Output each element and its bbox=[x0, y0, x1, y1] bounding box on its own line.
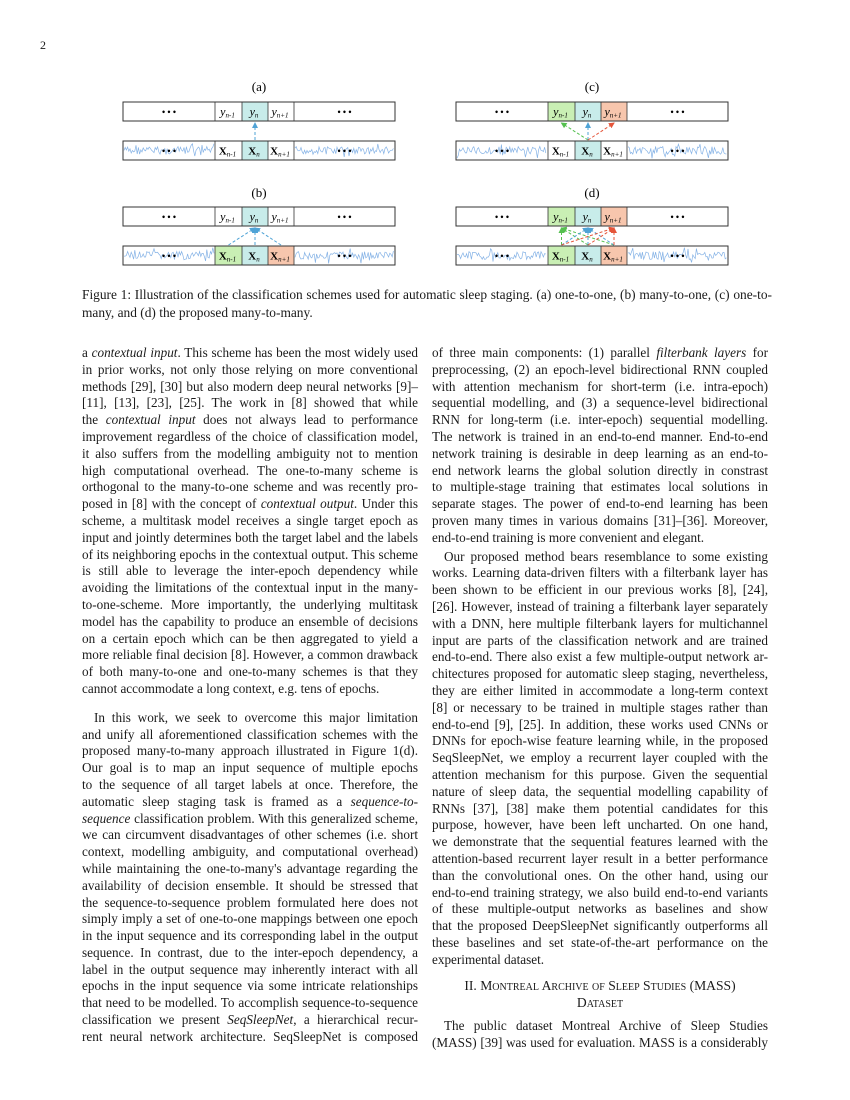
epoch-symbol bbox=[603, 146, 623, 159]
symbol: X bbox=[581, 145, 590, 158]
text-line: RNN for long-term (i.e. inter-epoch) sequential modelling. bbox=[432, 412, 768, 428]
text-line: works. Learning data-driven filters with a filterbank layer has bbox=[432, 565, 768, 581]
subscript: n+1 bbox=[609, 216, 622, 225]
symbol: X bbox=[603, 250, 612, 263]
subscript: n bbox=[587, 111, 592, 120]
text-line: with a DNN, here multiple filterbank layers for multichannel bbox=[432, 615, 768, 631]
signal-row bbox=[123, 141, 395, 160]
text-line: we demonstrate that the sequential features learned with the bbox=[432, 834, 768, 850]
symbol: X bbox=[248, 145, 257, 158]
text-line: in prior works, not only those relying on more conventional bbox=[82, 361, 418, 377]
subscript: n bbox=[254, 216, 259, 225]
italic-term: contextual input bbox=[105, 412, 196, 428]
panel-label: (c) bbox=[584, 79, 600, 94]
subscript: n bbox=[256, 150, 260, 159]
text-line: they are either limited in accommodate a long-term context bbox=[432, 682, 768, 698]
figure-panel-one-to-many bbox=[456, 79, 728, 160]
text-line: Our proposed method bears resemblance to some existing bbox=[444, 548, 768, 564]
text-line: Dataset bbox=[576, 995, 624, 1011]
text-line: a contextual input. This scheme has been the most widely used bbox=[82, 345, 418, 360]
text-line: preprocessing, (2) an epoch-level bidirectional RNN coupled bbox=[432, 361, 768, 377]
text-line: [26]. However, instead of training a filterbank layer separately bbox=[432, 598, 768, 614]
ellipsis: • • • bbox=[162, 107, 176, 117]
italic-term: contextual input bbox=[91, 345, 178, 360]
text-line: with attention mechanism for short-term (i.e. intra-epoch) bbox=[432, 378, 768, 394]
ellipsis: • • • bbox=[337, 107, 352, 117]
subscript: n bbox=[589, 150, 593, 159]
text-line: SeqSleepNet, we employ a recurrent layer coupled with the bbox=[432, 750, 768, 766]
symbol: X bbox=[270, 145, 279, 158]
dependency-arrow bbox=[588, 123, 614, 140]
symbol: X bbox=[581, 250, 590, 263]
text-line: nature of sleep data, the sequential modelling capability of bbox=[432, 783, 768, 799]
ellipsis: • • • bbox=[162, 146, 176, 156]
text-line: posed in [8] with the concept of contextual output. Under this bbox=[82, 496, 419, 512]
symbol: y bbox=[553, 104, 559, 119]
symbol: y bbox=[249, 104, 255, 119]
panel-label: (b) bbox=[251, 185, 267, 200]
text-line: classification we present SeqSleepNet, a hierarchical recur- bbox=[82, 1012, 418, 1028]
subscript: n bbox=[254, 111, 259, 120]
signal-row bbox=[456, 141, 728, 160]
label-row bbox=[123, 207, 395, 226]
text-line: DNNs for epoch-wise feature learning while, in the proposed bbox=[432, 733, 768, 749]
text-line: the sequence-to-sequence problem formulated here does not bbox=[82, 894, 418, 910]
subscript: n+1 bbox=[611, 150, 623, 159]
symbol: y bbox=[271, 104, 277, 119]
ellipsis: • • • bbox=[670, 251, 685, 261]
label-row bbox=[456, 102, 728, 121]
subscript: n-1 bbox=[225, 216, 235, 225]
paragraph bbox=[82, 710, 418, 1046]
text-line: automatic sleep staging task is framed as a sequence-to- bbox=[82, 793, 418, 809]
symbol: X bbox=[551, 250, 560, 263]
text-line: purpose, however, have been left uncharted. On one hand, bbox=[432, 817, 768, 833]
symbol: y bbox=[604, 104, 610, 119]
text-line: methods [29], [30] but also modern deep neural networks [9]– bbox=[82, 378, 418, 394]
italic-term: sequence bbox=[82, 810, 131, 826]
italic-term: SeqSleepNet bbox=[227, 1012, 294, 1028]
symbol: y bbox=[553, 209, 559, 224]
text-line: proven many times in various domains [31]–[36]. Moreover, bbox=[432, 512, 768, 528]
italic-term: contextual output bbox=[260, 496, 354, 512]
text-line: input are parts of the classification network and are trained bbox=[432, 632, 768, 648]
text-line: sequence classification problem. With this generalized scheme, bbox=[82, 810, 418, 826]
ellipsis: • • • bbox=[495, 107, 509, 117]
text-line: of its neighboring epochs in the contextual output. This scheme bbox=[82, 546, 418, 562]
text-line: attention-based recurrent layer result in a better performance bbox=[432, 850, 768, 866]
text-line: (MASS) [39] was used for evaluation. MASS is a considerably bbox=[432, 1034, 768, 1050]
italic-term: sequence-to- bbox=[350, 793, 418, 809]
text-line: that need to be modelled. To accomplish sequence-to-sequence bbox=[82, 995, 418, 1011]
subscript: n bbox=[587, 216, 592, 225]
symbol: X bbox=[551, 145, 560, 158]
text-line: In this work, we seek to overcome this major limitation bbox=[94, 709, 418, 725]
figure-panel-one-to-one bbox=[123, 79, 395, 160]
ellipsis: • • • bbox=[337, 212, 352, 222]
ellipsis: • • • bbox=[337, 251, 352, 261]
symbol: X bbox=[218, 145, 227, 158]
text-line: Our goal is to map an input sequence of multiple epochs bbox=[82, 760, 418, 776]
text-line: proposed many-to-many approach illustrated in Figure 1(d). bbox=[82, 743, 418, 759]
text-line: improvement regardless of the choice of classification model, bbox=[82, 428, 418, 444]
subscript: n-1 bbox=[559, 150, 570, 159]
text-line: RNNs [37], [38] make them potential candidates for this bbox=[432, 800, 768, 816]
text-line: input and jointly determines both the target label and the labels bbox=[82, 529, 418, 545]
page-number: 2 bbox=[40, 38, 46, 52]
section-heading bbox=[432, 978, 768, 1012]
text-line: experimental dataset. bbox=[432, 951, 545, 967]
text-line: end-to-end [9], [25]. In addition, these works used CNNs or bbox=[432, 716, 768, 732]
label-symbol bbox=[270, 105, 288, 120]
text-line: on a certain epoch which can be then aggregated to yield a bbox=[82, 630, 418, 646]
subscript: n+1 bbox=[278, 255, 290, 264]
text-line: [11], [13], [23], [25]. The work in [8] showed that while bbox=[82, 395, 418, 411]
text-line: availability of decision ensemble. It should be stressed that bbox=[82, 877, 418, 893]
panel-label: (a) bbox=[251, 79, 267, 94]
label-row bbox=[123, 102, 395, 121]
epoch-symbol bbox=[270, 146, 290, 159]
subscript: n-1 bbox=[226, 255, 237, 264]
text-line: it also suffers from the modelling ambiguity not to mention bbox=[82, 445, 418, 461]
subscript: n bbox=[589, 255, 593, 264]
paragraph bbox=[432, 1018, 768, 1052]
signal-row bbox=[456, 246, 728, 265]
text-line: The public dataset Montreal Archive of Sleep Studies bbox=[444, 1018, 768, 1034]
symbol: X bbox=[603, 145, 612, 158]
text-line: [8] or necessary to be trained in multiple stages rather than bbox=[432, 699, 768, 715]
subscript: n-1 bbox=[558, 216, 568, 225]
text-line: of both many-to-one and one-to-many schemes is that they bbox=[82, 664, 418, 680]
label-symbol bbox=[219, 105, 235, 120]
text-line: avoiding the limitations of the contextual input in the many- bbox=[82, 580, 418, 596]
subscript: n+1 bbox=[278, 150, 290, 159]
text-line: end-to-end training strategy, we also build end-to-end variants bbox=[432, 884, 768, 900]
subscript: n+1 bbox=[609, 111, 622, 120]
symbol: y bbox=[220, 209, 226, 224]
text-line: epochs in the input sequence via some intricate relationships bbox=[82, 978, 418, 994]
ellipsis: • • • bbox=[495, 251, 509, 261]
text-line: to multiple-stage training that estimates local solutions in bbox=[432, 479, 768, 495]
symbol: X bbox=[270, 250, 279, 263]
text-line: orthogonal to the many-to-one scheme and was recently pro- bbox=[82, 479, 418, 495]
label-symbol bbox=[270, 210, 288, 225]
dependency-arrow bbox=[562, 123, 589, 140]
left-column bbox=[82, 345, 418, 1046]
symbol: y bbox=[582, 104, 588, 119]
text-line: is still able to leverage the inter-epoch dependency while bbox=[82, 563, 418, 579]
text-line: end-to-end. There also exist a few multiple-output network ar- bbox=[432, 649, 768, 665]
ellipsis: • • • bbox=[337, 146, 352, 156]
symbol: y bbox=[249, 209, 255, 224]
text-line: these baselines and set state-of-the-art performance on the bbox=[432, 934, 768, 950]
ellipsis: • • • bbox=[495, 146, 509, 156]
ellipsis: • • • bbox=[670, 212, 685, 222]
text-line: context, modelling ambiguity, and computational overhead) bbox=[82, 844, 418, 860]
text-line: sequence. In contrast, due to the inter-epoch dependency, a bbox=[82, 944, 418, 960]
text-line: chitectures proposed for automatic sleep staging, nevertheless, bbox=[432, 666, 768, 682]
subscript: n+1 bbox=[276, 216, 289, 225]
text-line: model has the capability to produce an ensemble of decisions bbox=[82, 613, 418, 629]
ellipsis: • • • bbox=[495, 212, 509, 222]
text-line: label in the output sequence may inherently interact with all bbox=[82, 961, 418, 977]
text-line: the contextual input does not always lead to performance bbox=[82, 412, 418, 428]
text-line: high computational overhead. The one-to-many scheme is bbox=[82, 462, 418, 478]
text-line: rent neural network architecture. SeqSleepNet is composed bbox=[82, 1028, 418, 1044]
ellipsis: • • • bbox=[162, 251, 176, 261]
text-line: scheme, a multitask model receives a single target epoch as bbox=[82, 512, 418, 528]
text-line: while maintaining the one-to-many's advantage regarding the bbox=[82, 860, 418, 876]
ellipsis: • • • bbox=[670, 146, 685, 156]
subscript: n+1 bbox=[276, 111, 289, 120]
text-line: and unify all aforementioned classification schemes with the bbox=[82, 726, 418, 742]
text-line: to-one-scheme. More importantly, the underlying multitask bbox=[82, 596, 418, 612]
figure-panel-many-to-one bbox=[123, 185, 395, 265]
symbol: X bbox=[248, 250, 257, 263]
text-line: in the input sequence and its corresponding label in the output bbox=[82, 928, 418, 944]
text-line: sequential modelling, and (3) a sequence-level bidirectional bbox=[432, 395, 768, 411]
symbol: y bbox=[604, 209, 610, 224]
text-line: end network learns the global solution directly in constrast bbox=[432, 462, 768, 478]
ellipsis: • • • bbox=[670, 107, 685, 117]
text-line: been shown to be efficient in our previous works [8], [24], bbox=[432, 582, 768, 598]
figure-panel-many-to-many bbox=[456, 185, 728, 265]
text-line: of these multiple-output networks as baselines and show bbox=[432, 901, 768, 917]
text-line: network training is desirable in deep learning as an end-to- bbox=[432, 445, 768, 461]
text-line: to the sequence of all target labels at once. Therefore, the bbox=[82, 776, 418, 792]
signal-row bbox=[123, 246, 395, 265]
text-line: end-to-end training is more convenient and elegant. bbox=[432, 529, 705, 545]
subscript: n-1 bbox=[558, 111, 568, 120]
text-line: The network is trained in an end-to-end manner. End-to-end bbox=[432, 428, 768, 444]
paragraph bbox=[432, 549, 768, 969]
subscript: n-1 bbox=[559, 255, 570, 264]
text-line: simply imply a set of one-to-one mappings between one epoch bbox=[82, 911, 418, 927]
italic-term: filterbank layers bbox=[656, 345, 747, 360]
text-line: than the convolutional ones. On the other hand, using our bbox=[432, 867, 768, 883]
label-row bbox=[456, 207, 728, 226]
text-line: more reliable final decision [8]. However, a common drawback bbox=[82, 647, 418, 663]
paragraph bbox=[82, 345, 418, 698]
symbol: X bbox=[218, 250, 227, 263]
label-symbol bbox=[219, 210, 235, 225]
epoch-symbol bbox=[552, 146, 569, 159]
ellipsis: • • • bbox=[162, 212, 176, 222]
text-line: attention mechanism for this purpose. Given the sequential bbox=[432, 766, 768, 782]
dependency-arrow bbox=[255, 228, 281, 245]
epoch-symbol bbox=[219, 146, 236, 159]
figure-caption: Figure 1: Illustration of the classification schemes used for automatic sleep staging. (a) one-to-one, (b) many-to-one, (c) one-to-many, and (d) the proposed many-to-many. bbox=[82, 287, 772, 320]
right-column bbox=[432, 345, 768, 1052]
subscript: n+1 bbox=[611, 255, 623, 264]
paragraph bbox=[432, 345, 768, 547]
dependency-arrow bbox=[229, 228, 256, 245]
subscript: n-1 bbox=[225, 111, 235, 120]
text-line: cannot accommodate a long context, e.g. tens of epochs. bbox=[82, 680, 380, 696]
figure-1 bbox=[0, 0, 850, 280]
subscript: n-1 bbox=[226, 150, 237, 159]
text-line: that the proposed DeepSleepNet significantly outperforms all bbox=[432, 918, 768, 934]
text-line: we can circumvent disadvantages of other schemes (i.e. short bbox=[82, 827, 418, 843]
text-line: separate stages. The power of end-to-end learning has been bbox=[432, 496, 768, 512]
panel-label: (d) bbox=[584, 185, 600, 200]
symbol: y bbox=[271, 209, 277, 224]
symbol: y bbox=[220, 104, 226, 119]
subscript: n bbox=[256, 255, 260, 264]
symbol: y bbox=[582, 209, 588, 224]
text-line: of three main components: (1) parallel filterbank layers for bbox=[432, 345, 768, 360]
text-line: II. Montreal Archive of Sleep Studies (MASS) bbox=[464, 978, 736, 994]
